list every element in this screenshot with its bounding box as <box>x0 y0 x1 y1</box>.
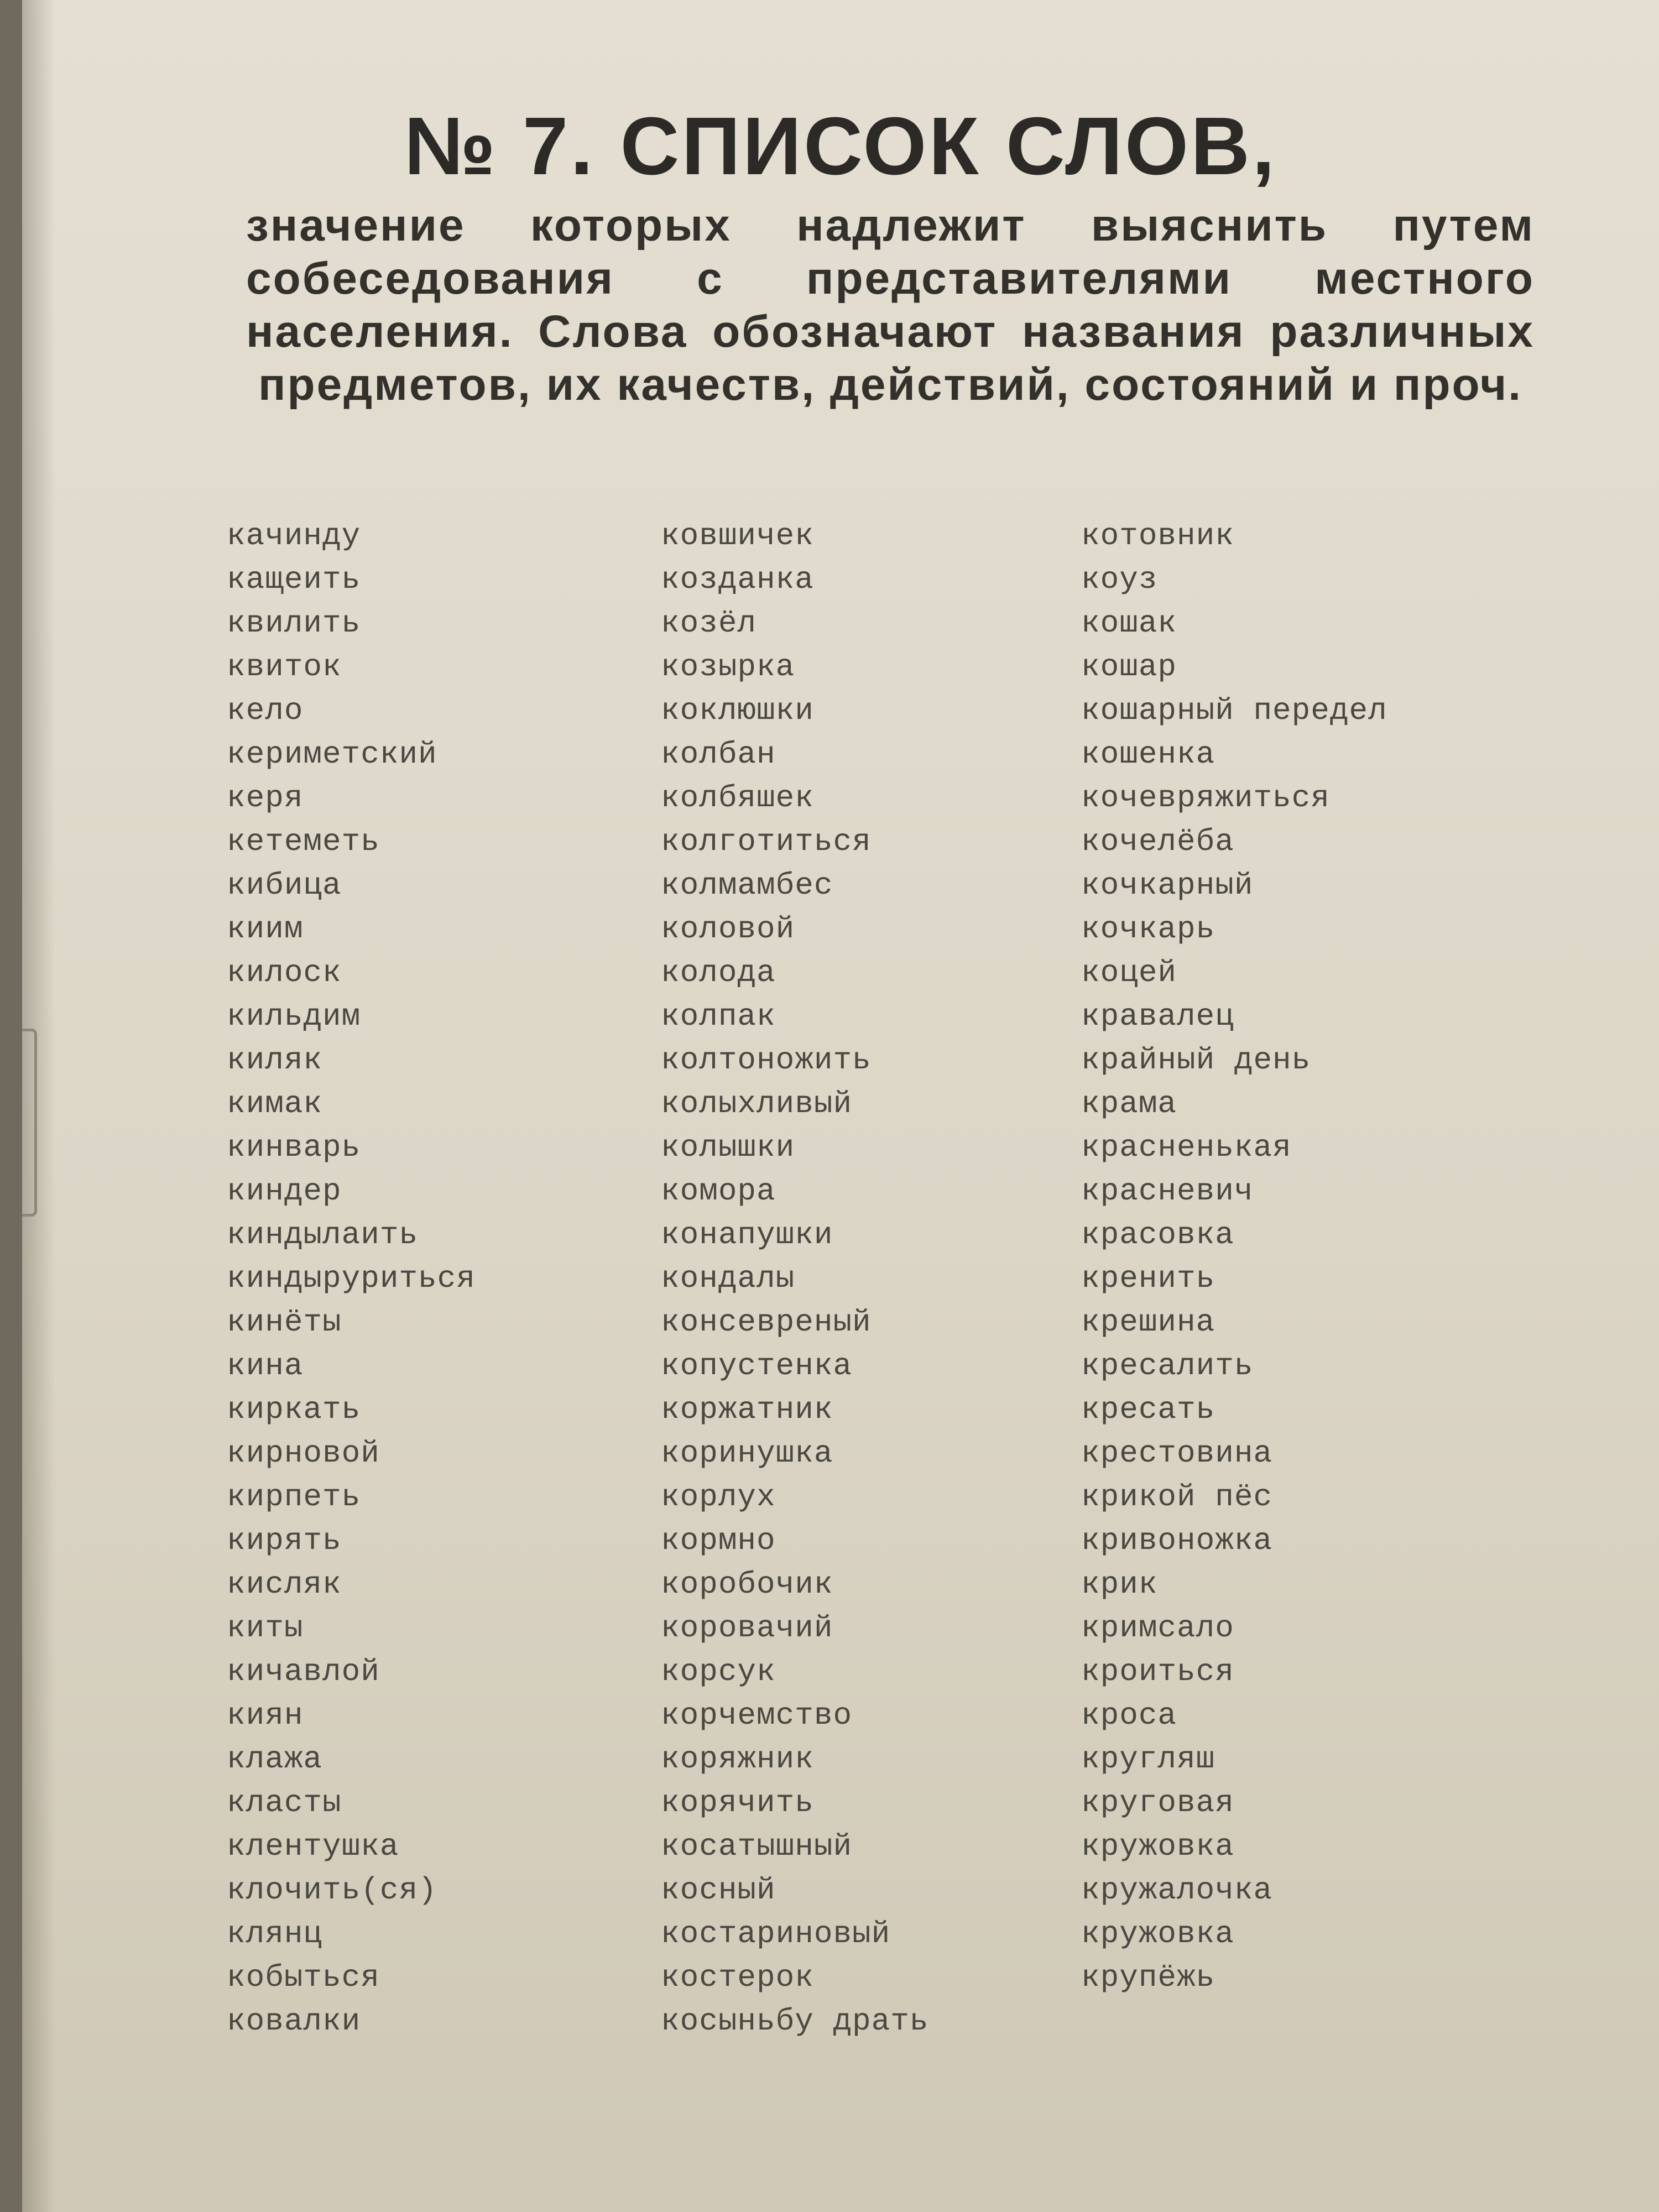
word-item: колтоножить <box>661 1042 872 1078</box>
word-item: кругляш <box>1081 1741 1215 1777</box>
word-item: кошарный передел <box>1081 693 1387 728</box>
word-item: кривоножка <box>1081 1523 1273 1558</box>
word-item: кирпеть <box>227 1479 361 1515</box>
word-item: кресать <box>1081 1392 1215 1427</box>
word-item: кочелёба <box>1081 824 1234 859</box>
word-item: кримсало <box>1081 1610 1234 1646</box>
word-item: колмамбес <box>661 868 833 903</box>
word-item: корчемство <box>661 1698 853 1733</box>
word-item: кимак <box>227 1086 323 1121</box>
word-item: кондалы <box>661 1261 795 1296</box>
word-item: козёл <box>661 606 757 641</box>
word-item: колода <box>661 955 776 990</box>
word-item: козырка <box>661 649 795 685</box>
word-item: косыньбу драть <box>661 2004 929 2039</box>
word-item: ковшичек <box>661 518 814 554</box>
word-item: коровачий <box>661 1610 833 1646</box>
word-item: ковалки <box>227 2004 361 2039</box>
word-item: квиток <box>227 649 342 685</box>
word-item: квилить <box>227 606 361 641</box>
word-item: класты <box>227 1785 342 1820</box>
word-item: крупёжь <box>1081 1960 1215 1995</box>
word-item: киим <box>227 911 304 947</box>
word-item: коринушка <box>661 1436 833 1471</box>
word-item: крама <box>1081 1086 1177 1121</box>
word-item: крешина <box>1081 1305 1215 1340</box>
word-item: кирять <box>227 1523 342 1558</box>
word-item: кренить <box>1081 1261 1215 1296</box>
word-item: клянц <box>227 1916 323 1952</box>
word-item: кошенка <box>1081 737 1215 772</box>
word-item: коцей <box>1081 955 1177 990</box>
word-item: кружовка <box>1081 1916 1234 1952</box>
word-item: колготиться <box>661 824 872 859</box>
word-item: кибица <box>227 868 342 903</box>
word-item: косатышный <box>661 1829 853 1864</box>
word-item: конапушки <box>661 1217 833 1253</box>
page-title: № 7. СПИСОК СЛОВ, <box>404 101 1277 192</box>
word-item: кружовка <box>1081 1829 1234 1864</box>
word-item: кичавлой <box>227 1654 380 1689</box>
word-item: кирновой <box>227 1436 380 1471</box>
word-item: киян <box>227 1698 304 1733</box>
word-item: косный <box>661 1872 776 1908</box>
word-item: кащеить <box>227 562 361 597</box>
word-item: кобыться <box>227 1960 380 1995</box>
word-item: кинварь <box>227 1130 361 1165</box>
word-item: кресалить <box>1081 1348 1254 1384</box>
word-item: кочкарный <box>1081 868 1254 903</box>
word-item: красненькая <box>1081 1130 1292 1165</box>
word-item: круговая <box>1081 1785 1234 1820</box>
word-item: крик <box>1081 1567 1158 1602</box>
word-item: киндер <box>227 1173 342 1209</box>
word-item: корлух <box>661 1479 776 1515</box>
word-item: киндылаить <box>227 1217 419 1253</box>
word-item: кружалочка <box>1081 1872 1273 1908</box>
word-item: клажа <box>227 1741 323 1777</box>
word-item: кроиться <box>1081 1654 1234 1689</box>
word-item: крикой пёс <box>1081 1479 1273 1515</box>
word-item: коклюшки <box>661 693 814 728</box>
word-item: коловой <box>661 911 795 947</box>
word-item: килоск <box>227 955 342 990</box>
document-page <box>22 0 1659 2212</box>
word-item: кошар <box>1081 649 1177 685</box>
word-item: комора <box>661 1173 776 1209</box>
word-item: консевреный <box>661 1305 872 1340</box>
word-item: кина <box>227 1348 304 1384</box>
word-list <box>22 514 1659 2118</box>
word-item: кинёты <box>227 1305 342 1340</box>
word-item: кело <box>227 693 304 728</box>
word-item: кравалец <box>1081 999 1234 1034</box>
word-item: киты <box>227 1610 304 1646</box>
word-item: кериметский <box>227 737 437 772</box>
word-item: кормно <box>661 1523 776 1558</box>
word-item: костариновый <box>661 1916 891 1952</box>
word-item: кочкарь <box>1081 911 1215 947</box>
word-item: кильдим <box>227 999 361 1034</box>
word-item: киляк <box>227 1042 323 1078</box>
word-item: кочевряжиться <box>1081 780 1330 816</box>
word-item: копустенка <box>661 1348 853 1384</box>
word-column-2 <box>661 514 928 2043</box>
word-item: коуз <box>1081 562 1158 597</box>
word-item: красовка <box>1081 1217 1234 1253</box>
word-item: козданка <box>661 562 814 597</box>
word-item: коржатник <box>661 1392 833 1427</box>
word-item: киркать <box>227 1392 361 1427</box>
word-item: кетеметь <box>227 824 380 859</box>
word-column-3 <box>1081 514 1387 2000</box>
word-item: котовник <box>1081 518 1234 554</box>
word-item: крестовина <box>1081 1436 1273 1471</box>
word-column-1 <box>227 514 476 2043</box>
word-item: керя <box>227 780 304 816</box>
word-item: колбяшек <box>661 780 814 816</box>
word-item: корячить <box>661 1785 814 1820</box>
word-item: кошак <box>1081 606 1177 641</box>
word-item: кисляк <box>227 1567 342 1602</box>
word-item: качинду <box>227 518 361 554</box>
word-item: колыхливый <box>661 1086 853 1121</box>
word-item: киндыруриться <box>227 1261 476 1296</box>
word-item: колбан <box>661 737 776 772</box>
word-item: кроса <box>1081 1698 1177 1733</box>
word-item: крайный день <box>1081 1042 1311 1078</box>
word-item: клентушка <box>227 1829 399 1864</box>
word-item: клочить(ся) <box>227 1872 437 1908</box>
word-item: корсук <box>661 1654 776 1689</box>
word-item: колышки <box>661 1130 795 1165</box>
word-item: коробочик <box>661 1567 833 1602</box>
word-item: колпак <box>661 999 776 1034</box>
word-item: красневич <box>1081 1173 1254 1209</box>
word-item: костерок <box>661 1960 814 1995</box>
page-subtitle: значение которых надлежит выяснить путем собеседования с представителями местного населения. Слова обозначают названия различных предметов, их качеств, действий, состояний и проч. <box>246 200 1535 410</box>
word-item: коряжник <box>661 1741 814 1777</box>
